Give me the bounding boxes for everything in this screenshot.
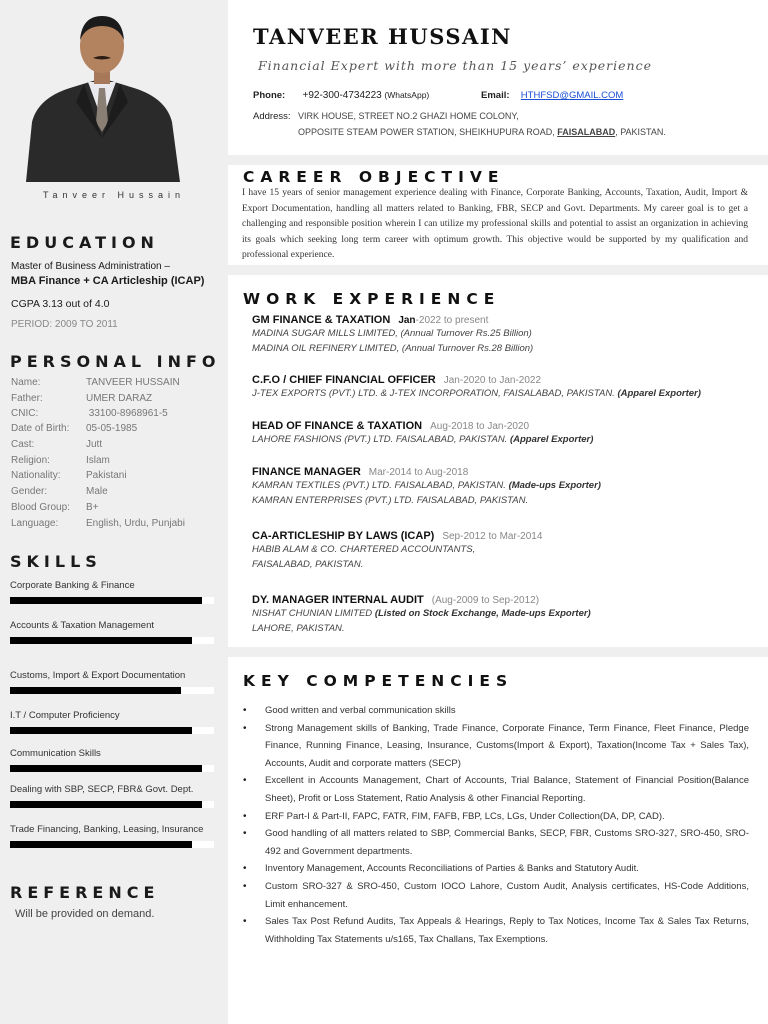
personal-info-value: 05-05-1985 bbox=[86, 423, 138, 434]
personal-info-row bbox=[11, 455, 110, 466]
personal-info-label: Religion: bbox=[11, 455, 50, 466]
education-heading: EDUCATION bbox=[10, 233, 159, 252]
competency-item: • ERF Part-I & Part-II, FAPC, FATR, FIM, FAFB, FBP, LCs, LGs, Under Collection(DA, DP, CAD). bbox=[243, 808, 749, 826]
skill-item bbox=[10, 784, 210, 808]
job-company-name: MADINA SUGAR MILLS LIMITED, (Annual Turnover Rs.25 Billion) bbox=[252, 328, 532, 339]
personal-info-label: Gender: bbox=[11, 486, 48, 497]
personal-info-value: Pakistani bbox=[86, 470, 127, 481]
job-title: DY. MANAGER INTERNAL AUDIT bbox=[252, 594, 424, 606]
job-period: Jan-2020 to Jan-2022 bbox=[443, 375, 542, 386]
education-cgpa: CGPA 3.13 out of 4.0 bbox=[11, 298, 110, 310]
personal-info-label: Name: bbox=[11, 377, 41, 388]
skill-bar-fill bbox=[10, 687, 181, 694]
job-title-row bbox=[252, 530, 752, 542]
email-label: Email: bbox=[481, 90, 510, 101]
job-title: FINANCE MANAGER bbox=[252, 466, 361, 478]
competency-item: • Good written and verbal communication skills bbox=[243, 702, 749, 720]
job-period: (Aug-2009 to Sep-2012) bbox=[431, 595, 540, 606]
personal-info-value: Islam bbox=[86, 455, 110, 466]
skill-name: Trade Financing, Banking, Leasing, Insurance bbox=[10, 824, 204, 835]
personal-info-value: UMER DARAZ bbox=[86, 393, 153, 404]
job-entry bbox=[252, 530, 752, 572]
job-company-note: (Made-ups Exporter) bbox=[508, 480, 601, 491]
skill-bar-track bbox=[10, 765, 214, 772]
address-city: FAISALABAD bbox=[557, 127, 616, 137]
work-experience-heading: WORK EXPERIENCE bbox=[243, 290, 501, 308]
job-company bbox=[252, 326, 752, 341]
job-company-note: (Apparel Exporter) bbox=[509, 434, 594, 445]
personal-info-label: Father: bbox=[11, 393, 43, 404]
job-period bbox=[398, 315, 488, 326]
address-line-2 bbox=[298, 127, 666, 137]
skill-item bbox=[10, 620, 210, 644]
personal-info-label: CNIC: bbox=[11, 408, 39, 419]
email-row bbox=[481, 90, 623, 101]
skill-name: Customs, Import & Export Documentation bbox=[10, 670, 186, 681]
education-period: PERIOD: 2009 TO 2011 bbox=[11, 319, 118, 330]
job-title-row bbox=[252, 466, 752, 478]
job-company-note: (Apparel Exporter) bbox=[617, 388, 701, 399]
personal-info-row bbox=[11, 408, 168, 419]
competency-item: • Strong Management skills of Banking, Trade Finance, Corporate Finance, Term Finance, Fleet Finance, Pledge Finance, Running Finance, Leasing, Insurance, Customs(Import & Export), Taxation(Income Tax + Sales Tax), Accounts, Audit and corporate matters (SECP) bbox=[243, 720, 749, 773]
job-title: C.F.O / CHIEF FINANCIAL OFFICER bbox=[252, 374, 436, 386]
job-company bbox=[252, 542, 752, 557]
job-entry bbox=[252, 314, 752, 356]
reference-text: Will be provided on demand. bbox=[15, 908, 155, 920]
section-divider bbox=[228, 155, 768, 165]
personal-info-row bbox=[11, 377, 180, 388]
skills-heading: SKILLS bbox=[10, 552, 102, 571]
personal-info-row bbox=[11, 393, 152, 404]
job-company-secondary: FAISALABAD, PAKISTAN. bbox=[252, 559, 364, 570]
job-period: Sep-2012 to Mar-2014 bbox=[442, 531, 543, 542]
personal-info-row bbox=[11, 423, 137, 434]
personal-info-value: 33100-8968961-5 bbox=[86, 408, 168, 419]
job-entry bbox=[252, 374, 752, 401]
sidebar bbox=[0, 0, 228, 1024]
skill-bar-fill bbox=[10, 597, 202, 604]
career-objective-heading: CAREER OBJECTIVE bbox=[243, 168, 505, 186]
job-company bbox=[252, 386, 752, 401]
address-street: OPPOSITE STEAM POWER STATION, SHEIKHUPURA ROAD, bbox=[298, 127, 558, 137]
job-company bbox=[252, 478, 752, 493]
job-entry bbox=[252, 594, 752, 636]
phone-row bbox=[253, 90, 429, 101]
skill-bar-track bbox=[10, 727, 214, 734]
personal-info-value: English, Urdu, Punjabi bbox=[86, 518, 185, 529]
skill-bar-track bbox=[10, 597, 214, 604]
job-title: CA-ARTICLESHIP BY LAWS (ICAP) bbox=[252, 530, 435, 542]
job-company-secondary: KAMRAN ENTERPRISES (PVT.) LTD. FAISALABAD, PAKISTAN. bbox=[252, 495, 529, 506]
personal-info-value: Jutt bbox=[86, 439, 103, 450]
job-company bbox=[252, 432, 752, 447]
main-content bbox=[228, 0, 768, 1024]
job-entry bbox=[252, 420, 752, 447]
competency-item: • Inventory Management, Accounts Reconciliations of Parties & Banks and Statutory Audit. bbox=[243, 860, 749, 878]
personal-info-label: Nationality: bbox=[11, 470, 61, 481]
email-link[interactable]: HTHFSD@GMAIL.COM bbox=[520, 90, 624, 101]
personal-info-label: Language: bbox=[11, 518, 59, 529]
profile-photo bbox=[18, 10, 186, 182]
phone-note: (WhatsApp) bbox=[384, 90, 430, 100]
phone-label: Phone: bbox=[253, 90, 286, 101]
personal-info-row bbox=[11, 502, 99, 513]
job-period-rest: -2022 to present bbox=[415, 315, 489, 326]
job-company-name: KAMRAN TEXTILES (PVT.) LTD. FAISALABAD, PAKISTAN. bbox=[252, 480, 509, 491]
skill-name: Dealing with SBP, SECP, FBR& Govt. Dept. bbox=[10, 784, 194, 795]
education-specialization: MBA Finance + CA Articleship (ICAP) bbox=[11, 275, 205, 287]
skill-bar-fill bbox=[10, 801, 202, 808]
skill-item bbox=[10, 710, 210, 734]
skill-name: Communication Skills bbox=[10, 748, 101, 759]
job-title-row bbox=[252, 314, 752, 326]
skill-bar-track bbox=[10, 841, 214, 848]
skill-name: Corporate Banking & Finance bbox=[10, 580, 135, 591]
job-title-row bbox=[252, 374, 752, 386]
personal-info-label: Date of Birth: bbox=[11, 423, 70, 434]
personal-info-value: Male bbox=[86, 486, 108, 497]
skill-name: Accounts & Taxation Management bbox=[10, 620, 154, 631]
job-company-name: NISHAT CHUNIAN LIMITED bbox=[252, 608, 375, 619]
competency-item: • Good handling of all matters related to SBP, Commercial Banks, SECP, FBR, Customs SRO-327, SRO-450, SRO-492 and Government departments. bbox=[243, 825, 749, 860]
candidate-tagline: Financial Expert with more than 15 years’ experience bbox=[258, 58, 653, 73]
skill-item bbox=[10, 580, 210, 604]
key-competencies-heading: KEY COMPETENCIES bbox=[243, 672, 514, 690]
competency-item: • Custom SRO-327 & SRO-450, Custom IOCO Lahore, Custom Audit, Analysis certificates, HS-Code Additions, Limit enhancement. bbox=[243, 878, 749, 913]
career-objective-text: I have 15 years of senior management experience dealing with Finance, Corporate Banking, Accounts, Taxation, Audit, Import & Export Documentation, handling all matters related to Banking, FBR, SECP and Govt. Departments. My career goal is to get a challenging and responsible position wherein I can utilize my professional skills and potential to assist an organization in achieving its goals which seeking long term career with optimum growth. This objective would be supported by my qualification and professional experience. bbox=[242, 188, 748, 260]
competency-item: • Excellent in Accounts Management, Chart of Accounts, Trial Balance, Statement of Financial Position(Balance Sheet), Profit or Loss Statement, Ratio Analysis & other Financial Reporting. bbox=[243, 772, 749, 807]
job-title-row bbox=[252, 420, 752, 432]
job-company-name: HABIB ALAM & CO. CHARTERED ACCOUNTANTS, bbox=[252, 544, 476, 555]
skill-item bbox=[10, 670, 210, 694]
personal-info-row bbox=[11, 518, 185, 529]
job-company-name: J-TEX EXPORTS (PVT.) LTD. & J-TEX INCORPORATION, FAISALABAD, PAKISTAN. bbox=[252, 388, 618, 399]
skill-bar-fill bbox=[10, 637, 192, 644]
education-degree: Master of Business Administration – bbox=[11, 261, 170, 272]
skill-bar-fill bbox=[10, 727, 192, 734]
personal-info-value: TANVEER HUSSAIN bbox=[86, 377, 180, 388]
personal-info-label: Blood Group: bbox=[11, 502, 70, 513]
section-divider bbox=[228, 647, 768, 657]
job-title: HEAD OF FINANCE & TAXATION bbox=[252, 420, 423, 432]
phone-number: +92-300-4734223 bbox=[302, 90, 382, 101]
job-company-note: (Listed on Stock Exchange, Made-ups Exporter) bbox=[374, 608, 591, 619]
job-period: Mar-2014 to Aug-2018 bbox=[368, 467, 469, 478]
skill-item bbox=[10, 748, 210, 772]
job-period-start: Jan bbox=[398, 315, 416, 326]
job-entry bbox=[252, 466, 752, 508]
personal-info-row bbox=[11, 470, 127, 481]
skill-name: I.T / Computer Proficiency bbox=[10, 710, 120, 721]
address-label: Address: bbox=[253, 111, 291, 122]
candidate-name: TANVEER HUSSAIN bbox=[253, 24, 512, 49]
skill-item bbox=[10, 824, 210, 848]
job-period: Aug-2018 to Jan-2020 bbox=[430, 421, 530, 432]
skill-bar-track bbox=[10, 637, 214, 644]
skill-bar-fill bbox=[10, 765, 202, 772]
job-title: GM FINANCE & TAXATION bbox=[252, 314, 391, 326]
address-line-1: VIRK HOUSE, STREET NO.2 GHAZI HOME COLONY, bbox=[298, 111, 519, 121]
competency-item: • Sales Tax Post Refund Audits, Tax Appeals & Hearings, Reply to Tax Notices, Income Tax & Sales Tax Returns, Withholding Tax Statements u/s165, Tax Challans, Tax Exemptions. bbox=[243, 913, 749, 948]
skill-bar-track bbox=[10, 687, 214, 694]
reference-heading: REFERENCE bbox=[10, 883, 160, 902]
skill-bar-fill bbox=[10, 841, 192, 848]
personal-info-label: Cast: bbox=[11, 439, 35, 450]
personal-info-value: B+ bbox=[86, 502, 99, 513]
personal-info-row bbox=[11, 439, 102, 450]
key-competencies-list bbox=[243, 702, 749, 948]
photo-caption: Tanveer Hussain bbox=[42, 190, 186, 200]
job-company-name: LAHORE FASHIONS (PVT.) LTD. FAISALABAD, PAKISTAN. bbox=[252, 434, 510, 445]
skill-bar-track bbox=[10, 801, 214, 808]
personal-info-row bbox=[11, 486, 108, 497]
section-divider bbox=[228, 265, 768, 275]
job-title-row bbox=[252, 594, 752, 606]
personal-info-heading: PERSONAL INFO bbox=[10, 352, 221, 371]
job-company-secondary: MADINA OIL REFINERY LIMITED, (Annual Turnover Rs.28 Billion) bbox=[252, 343, 534, 354]
job-company bbox=[252, 606, 752, 621]
address-country: , PAKISTAN. bbox=[615, 127, 666, 137]
job-company-secondary: LAHORE, PAKISTAN. bbox=[252, 623, 345, 634]
